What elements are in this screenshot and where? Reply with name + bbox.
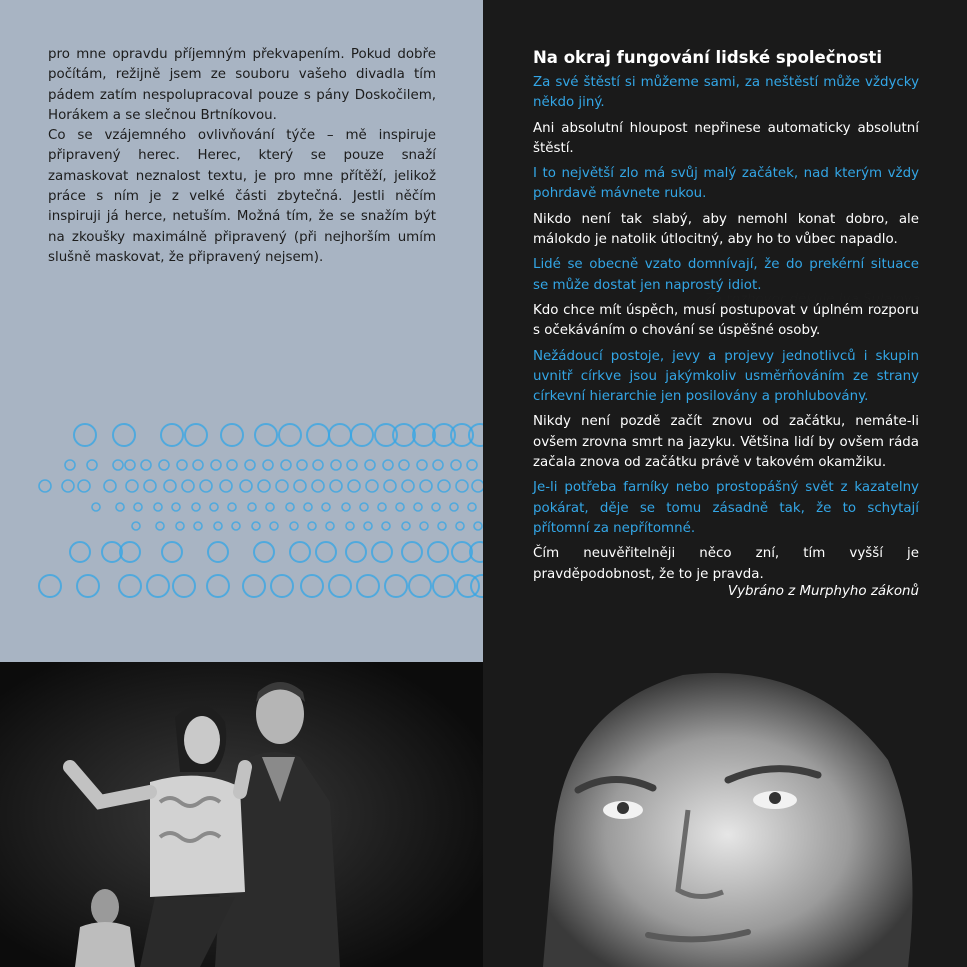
circle-decoration bbox=[348, 480, 360, 492]
circle-decoration bbox=[74, 424, 96, 446]
quotes-column bbox=[533, 47, 919, 599]
circle-decoration bbox=[312, 480, 324, 492]
circle-decoration bbox=[240, 480, 252, 492]
circle-decoration bbox=[154, 503, 162, 511]
circle-decoration bbox=[301, 575, 323, 597]
circle-decoration bbox=[472, 480, 483, 492]
quote-item: Nežádoucí postoje, jevy a projevy jednotlivců i skupin uvnitř církve jsou jakýmkoliv usměrňováním ze strany církevní hierarchie jen posilovány a prohlubovány. bbox=[533, 348, 919, 405]
circle-decoration bbox=[365, 460, 375, 470]
quote-item: Ani absolutní hloupost nepřinese automaticky absolutní štěstí. bbox=[533, 120, 919, 156]
circle-decoration bbox=[39, 480, 51, 492]
circle-decoration bbox=[433, 575, 455, 597]
circle-decoration bbox=[221, 424, 243, 446]
circle-decoration bbox=[77, 575, 99, 597]
circle-decoration bbox=[185, 424, 207, 446]
circle-decoration bbox=[248, 503, 256, 511]
circle-decoration bbox=[65, 460, 75, 470]
circle-decoration bbox=[290, 542, 310, 562]
quote-item: Kdo chce mít úspěch, musí postupovat v úplném rozporu s očekáváním o chování se úspěšné osoby. bbox=[533, 302, 919, 339]
circle-decoration bbox=[417, 460, 427, 470]
circle-decoration bbox=[347, 460, 357, 470]
circle-decoration bbox=[62, 480, 74, 492]
circle-decoration bbox=[316, 542, 336, 562]
circle-decoration bbox=[182, 480, 194, 492]
circle-decoration bbox=[159, 460, 169, 470]
circle-decoration bbox=[378, 503, 386, 511]
circle-decoration bbox=[331, 460, 341, 470]
circle-decoration bbox=[399, 460, 409, 470]
circle-decoration bbox=[227, 460, 237, 470]
circle-decoration bbox=[360, 503, 368, 511]
circle-decoration bbox=[126, 480, 138, 492]
circle-decoration bbox=[254, 542, 274, 562]
circle-decoration bbox=[245, 460, 255, 470]
circle-decoration bbox=[87, 460, 97, 470]
circle-decoration bbox=[147, 575, 169, 597]
circle-decoration bbox=[164, 480, 176, 492]
circle-decoration bbox=[469, 424, 483, 446]
circle-decoration bbox=[207, 575, 229, 597]
circle-decoration bbox=[211, 460, 221, 470]
quote-item: Je-li potřeba farníky nebo prostopášný svět z kazatelny pokárat, děje se tomu zásadně tak, že to schytají přítomní za nepřítomné. bbox=[533, 480, 919, 536]
circle-decoration bbox=[266, 503, 274, 511]
circle-decoration bbox=[383, 460, 393, 470]
circle-decoration bbox=[276, 480, 288, 492]
quotes-credit: Vybráno z Murphyho zákonů bbox=[727, 583, 919, 599]
circle-decoration bbox=[297, 460, 307, 470]
interview-credit: Za rozhovor děkuje Iva Šulajová bbox=[704, 292, 920, 307]
quotes-list bbox=[533, 73, 919, 585]
interview-paragraph: pro mne opravdu příjemným překvapením. Pokud dobře počítám, režijně jsem ze souboru vašeho divadla tím pádem zatím nespolupracoval pouze s pány Doskočilem, Horákem a se slečnou Brtníkovou. bbox=[48, 47, 436, 123]
circle-decoration bbox=[467, 460, 477, 470]
circle-decoration bbox=[357, 575, 379, 597]
circle-decoration bbox=[396, 503, 404, 511]
circle-decoration bbox=[420, 480, 432, 492]
circle-decoration bbox=[457, 575, 479, 597]
circle-decoration bbox=[409, 575, 431, 597]
circle-decoration bbox=[304, 503, 312, 511]
circle-decoration bbox=[330, 480, 342, 492]
circle-decoration bbox=[286, 503, 294, 511]
circle-decoration bbox=[214, 522, 222, 530]
circle-decoration bbox=[329, 424, 351, 446]
circle-decoration bbox=[414, 503, 422, 511]
decorative-circles bbox=[0, 418, 483, 608]
circle-decoration bbox=[456, 522, 464, 530]
circle-decoration bbox=[70, 542, 90, 562]
circle-decoration bbox=[420, 522, 428, 530]
circle-decoration bbox=[270, 522, 278, 530]
quotes-title: Na okraj fungování lidské společnosti bbox=[533, 48, 882, 67]
circle-decoration bbox=[200, 480, 212, 492]
portrait-photo bbox=[483, 640, 967, 967]
circle-decoration bbox=[252, 522, 260, 530]
circle-decoration bbox=[307, 424, 329, 446]
circle-decoration bbox=[402, 522, 410, 530]
circle-decoration bbox=[346, 542, 366, 562]
circle-decoration bbox=[255, 424, 277, 446]
interview-text bbox=[48, 45, 436, 268]
circle-decoration bbox=[243, 575, 265, 597]
circle-decoration bbox=[113, 460, 123, 470]
circle-decoration bbox=[385, 575, 407, 597]
circle-decoration bbox=[125, 460, 135, 470]
circle-decoration bbox=[372, 542, 392, 562]
circle-decoration bbox=[384, 480, 396, 492]
circle-decoration bbox=[194, 522, 202, 530]
circle-decoration bbox=[326, 522, 334, 530]
circle-decoration bbox=[382, 522, 390, 530]
circle-decoration bbox=[322, 503, 330, 511]
circle-decoration bbox=[351, 424, 373, 446]
circle-decoration bbox=[156, 522, 164, 530]
quote-item: Za své štěstí si můžeme sami, za neštěstí může vždycky někdo jiný. bbox=[533, 75, 919, 111]
quote-item: Čím neuvěřitelněji něco zní, tím vyšší je pravděpodobnost, že to je pravda. bbox=[533, 546, 919, 582]
circle-decoration bbox=[144, 480, 156, 492]
circle-decoration bbox=[279, 424, 301, 446]
circle-decoration bbox=[228, 503, 236, 511]
circle-decoration bbox=[210, 503, 218, 511]
circle-decoration bbox=[161, 424, 183, 446]
circle-decoration bbox=[364, 522, 372, 530]
circle-decoration bbox=[468, 503, 476, 511]
circle-decoration bbox=[119, 575, 141, 597]
circle-decoration bbox=[78, 480, 90, 492]
circle-decoration bbox=[313, 460, 323, 470]
circle-decoration bbox=[474, 522, 482, 530]
circle-decoration bbox=[141, 460, 151, 470]
circle-decoration bbox=[192, 503, 200, 511]
circle-decoration bbox=[281, 460, 291, 470]
circle-decoration bbox=[308, 522, 316, 530]
circle-decoration bbox=[428, 542, 448, 562]
interview-paragraph: Co se vzájemného ovlivňování týče – mě inspiruje připravený herec. Herec, který se pouze snaží zamaskovat neznalost textu, je pro mne přítěží, jelikož práce s ním je z velké části zbytečná. Jestli něčím inspiruji já herce, netuším. Možná tím, že se snažím být na zkoušky maximálně připravený (při nejhorším umím slušně maskovat, že připravený nejsem). bbox=[48, 128, 436, 265]
circle-decoration bbox=[271, 575, 293, 597]
circle-decoration bbox=[438, 480, 450, 492]
circle-decoration bbox=[134, 503, 142, 511]
quote-item: Nikdo není tak slabý, aby nemohl konat dobro, ale málokdo je natolik útlocitný, aby ho to vůbec napadlo. bbox=[533, 211, 919, 248]
circle-decoration bbox=[456, 480, 468, 492]
circle-decoration bbox=[433, 460, 443, 470]
quote-item: I to největší zlo má svůj malý začátek, nad kterým vždy pohrdavě mávnete rukou. bbox=[533, 166, 919, 202]
circle-decoration bbox=[232, 522, 240, 530]
circle-decoration bbox=[413, 424, 435, 446]
quote-item: Nikdy není pozdě začít znovu od začátku, nemáte-li ovšem zrovna smrt na jazyku. Většina lidí by ovšem ráda začala znova od začátku právě v takovém okamžiku. bbox=[533, 414, 919, 471]
circle-decoration bbox=[450, 503, 458, 511]
circle-decoration bbox=[294, 480, 306, 492]
circle-decoration bbox=[177, 460, 187, 470]
circle-decoration bbox=[208, 542, 228, 562]
circle-decoration bbox=[92, 503, 100, 511]
circle-decoration bbox=[132, 522, 140, 530]
circle-decoration bbox=[263, 460, 273, 470]
circle-decoration bbox=[432, 503, 440, 511]
circle-decoration bbox=[451, 460, 461, 470]
circle-decoration bbox=[329, 575, 351, 597]
circle-decoration bbox=[176, 522, 184, 530]
circle-decoration bbox=[173, 575, 195, 597]
circle-decoration bbox=[438, 522, 446, 530]
circle-decoration bbox=[342, 503, 350, 511]
circle-decoration bbox=[39, 575, 61, 597]
circle-decoration bbox=[193, 460, 203, 470]
circle-decoration bbox=[346, 522, 354, 530]
circle-decoration bbox=[162, 542, 182, 562]
circle-decoration bbox=[258, 480, 270, 492]
circle-decoration bbox=[113, 424, 135, 446]
quote-item: Lidé se obecně vzato domnívají, že do prekérní situace se může dostat jen naprostý idiot. bbox=[533, 257, 919, 293]
circle-decoration bbox=[402, 542, 422, 562]
circle-decoration bbox=[366, 480, 378, 492]
circle-decoration bbox=[220, 480, 232, 492]
circle-decoration bbox=[116, 503, 124, 511]
circle-decoration bbox=[290, 522, 298, 530]
circle-decoration bbox=[402, 480, 414, 492]
circle-decoration bbox=[172, 503, 180, 511]
stage-photo bbox=[0, 662, 483, 967]
circle-decoration bbox=[104, 480, 116, 492]
